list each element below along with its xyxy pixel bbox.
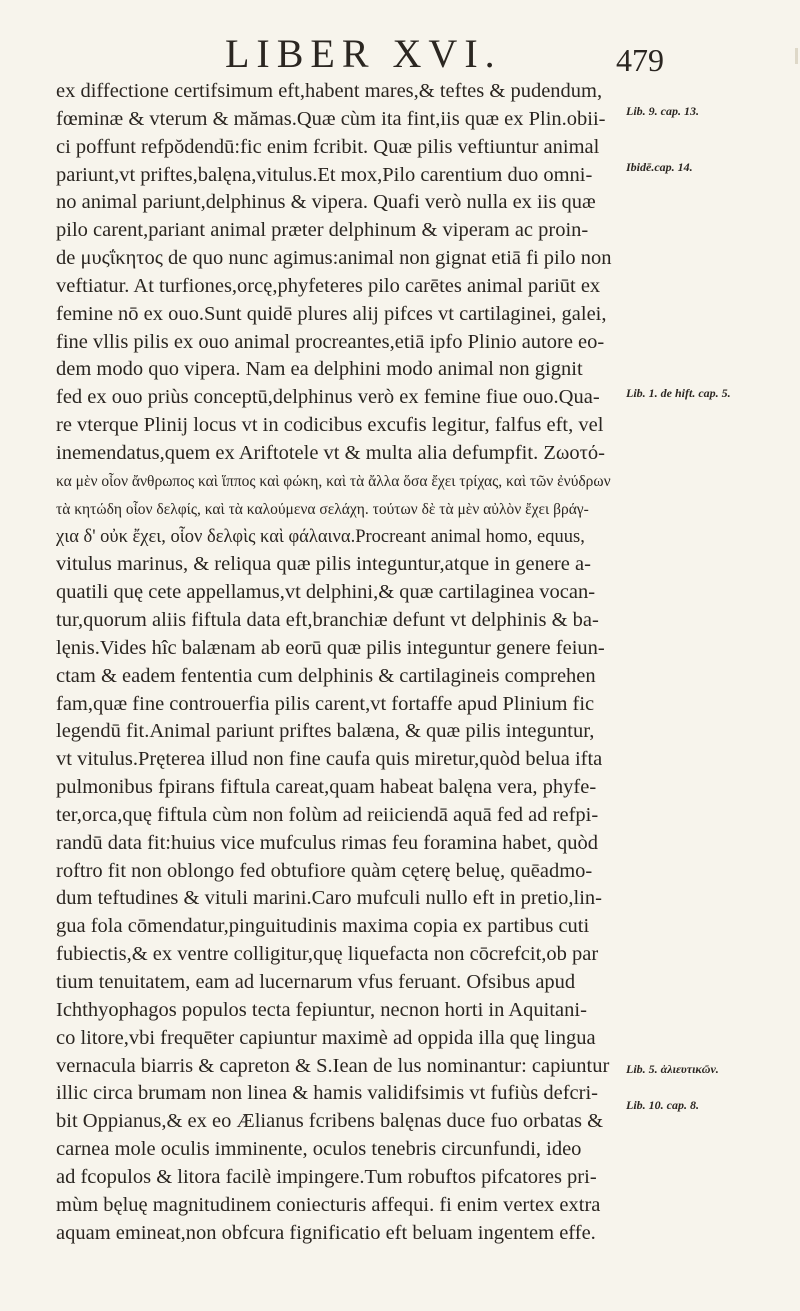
text-line: illic circa brumam non linea & hamis validifsimis vt fufiùs defcri- [56, 1082, 598, 1105]
text-line: dem modo quo vipera. Nam ea delphini modo animal non gignit [56, 358, 583, 381]
text-line: bit Oppianus,& ex eo Ælianus fcribens balęnas duce fuo orbatas & [56, 1110, 604, 1133]
margin-note: Lib. 10. cap. 8. [626, 1098, 699, 1112]
text-line: pulmonibus fpirans fiftula careat,quam habeat balęna vera, phyfe- [56, 776, 597, 799]
text-line: tium tenuitatem, eam ad lucernarum vfus feruant. Ofsibus apud [56, 971, 576, 993]
text-line: vernacula biarris & capreton & S.Iean de lus nominantur: capiuntur [56, 1054, 610, 1077]
text-line: mùm bęluę magnitudinem coniecturis affequi. fi enim vertex extra [56, 1193, 601, 1216]
text-line: vt vitulus.Pręterea illud non fine caufa quis miretur,quòd belua ifta [56, 748, 603, 771]
text-line: femine nō ex ouo.Sunt quidē plures alij pifces vt cartilaginei, galei, [56, 302, 607, 325]
text-line: ad fcopulos & litora facilè impingere.Tum robuftos pifcatores pri- [56, 1165, 597, 1188]
text-line: legendū fit.Animal pariunt priftes balæna, & quæ pilis integuntur, [56, 720, 595, 743]
text-line: vitulus marinus, & reliqua quæ pilis integuntur,atque in genere a- [56, 553, 591, 576]
text-line: roftro fit non oblongo fed obtufiore quàm cęterę beluę, quēadmo- [56, 859, 593, 882]
text-line: veftiatur. At turfiones,orcę,phyfeteres pilo carētes animal pariūt ex [56, 274, 601, 297]
page-edge-mark [795, 48, 798, 64]
page-number: 479 [616, 42, 664, 78]
text-line: ex diffectione certifsimum eft,habent mares,& teftes & pudendum, [56, 80, 603, 102]
running-head: LIBER XVI. [225, 31, 502, 76]
text-line: de μυςΐκητος de quo nunc agimus:animal non gignat etiā fi pilo non [56, 247, 612, 270]
text-line: Ichthyophagos populos tecta fepiuntur, necnon horti in Aquitani- [56, 998, 587, 1021]
text-line: no animal pariunt,delphinus & vipera. Quafi verò nulla ex iis quæ [56, 191, 596, 214]
text-line: pilo carent,pariant animal præter delphinum & viperam ac proin- [56, 219, 589, 242]
margin-note: Lib. 9. cap. 13. [626, 104, 699, 118]
text-line: ter,orca,quę fiftula cùm non folùm ad reiiciendā aquā fed ad refpi- [56, 803, 599, 826]
text-line: pariunt,vt priftes,balęna,vitulus.Et mox,Pilo carentium duo omni- [56, 163, 593, 186]
text-line: fœminæ & vterum & mămas.Quæ cùm ita fint,iis quæ ex Plin.obii- [56, 107, 606, 130]
text-line: carnea mole oculis imminente, oculos tenebris circunfundi, ideo [56, 1138, 582, 1161]
text-line: gua fola cōmendatur,pinguitudinis maxima copia ex partibus cuti [56, 915, 590, 938]
text-line: tur,quorum aliis fiftula data eft,branchiæ defunt vt delphinis & ba- [56, 609, 599, 632]
text-line: dum teftudines & vituli marini.Caro mufculi nullo eft in pretio,lin- [56, 887, 603, 910]
greek-quote-line: τὰ κητώδη οἷον δελφίς, καὶ τὰ καλούμενα σελάχη. τούτων δὲ τὰ μὲν αὐλὸν ἔχει βράγ- [56, 500, 589, 518]
text-line: lęnis.Vides hîc balænam ab eorū quæ pilis integuntur genere feiun- [56, 636, 605, 659]
margin-note: Ibidē.cap. 14. [626, 160, 693, 174]
margin-note: Lib. 1. de hift. cap. 5. [626, 386, 731, 400]
greek-quote-line: χια δ' οὐκ ἔχει, οἷον δελφὶς καὶ φάλαινα.Procreant animal homo, equus, [56, 526, 585, 547]
text-line: fam,quæ fine controuerfia pilis carent,vt fortaffe apud Plinium fic [56, 692, 595, 715]
text-line: randū data fit:huius vice mufculus rimas feu foramina habet, quòd [56, 831, 598, 854]
text-line: ctam & eadem fententia cum delphinis & cartilagineis comprehen [56, 664, 596, 687]
text-line: co litore,vbi frequēter capiuntur maximè ad oppida illa quę lingua [56, 1026, 596, 1049]
text-line: fine vllis pilis ex ouo animal procreantes,etiā ipfo Plinio autore eo- [56, 330, 605, 353]
body-text [56, 78, 616, 1247]
text-line: inemendatus,quem ex Ariftotele vt & multa alia defumpfit. Ζωοτό- [56, 441, 605, 464]
greek-quote-line: κα μὲν οἷον ἄνθρωπος καὶ ἵππος καὶ φώκη, καὶ τὰ ἄλλα ὅσα ἔχει τρίχας, καὶ τῶν ἐνύδρων [56, 472, 611, 490]
text-line: quatili quę cete appellamus,vt delphini,& quæ cartilaginea vocan- [56, 581, 596, 604]
text-line: ci poffunt refpŏdendū:fic enim fcribit. Quæ pilis veftiuntur animal [56, 135, 600, 158]
text-line: fubiectis,& ex ventre colligitur,quę liquefacta non cōcrefcit,ob par [56, 943, 599, 966]
margin-note: Lib. 5. ἁλιευτικῶν. [626, 1062, 719, 1076]
text-line: re vterque Plinij locus vt in codicibus excufis legitur, falfus eft, vel [56, 414, 604, 437]
text-line: aquam emineat,non obfcura fignificatio eft beluam ingentem effe. [56, 1221, 596, 1244]
text-line: fed ex ouo priùs conceptū,delphinus verò ex femine fiue ouo.Qua- [56, 386, 600, 409]
